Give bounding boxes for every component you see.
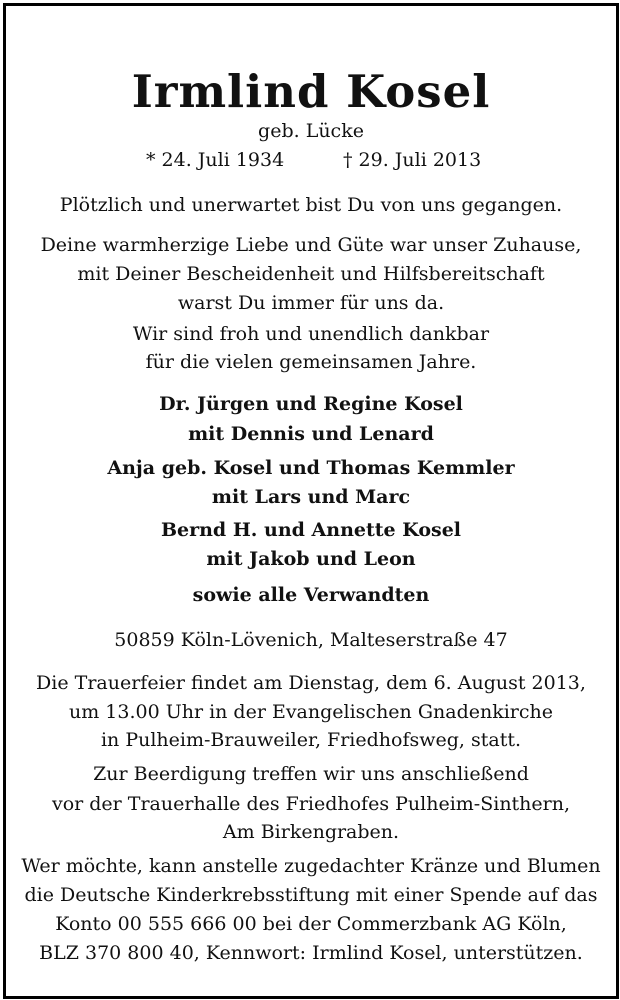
funeral-line: um 13.00 Uhr in der Evangelischen Gnadenkirche [68,701,554,723]
funeral-line: Zur Beerdigung treffen wir uns anschließend [93,763,529,785]
text-line: warst Du immer für uns da. [177,292,445,314]
funeral-line: in Pulheim-Brauweiler, Friedhofsweg, statt. [100,729,521,751]
funeral-line: Die Trauerfeier findet am Dienstag, dem 6. August 2013, [36,672,586,694]
funeral-line: vor der Trauerhalle des Friedhofes Pulheim-Sinthern, [51,793,571,815]
text-line: Deine warmherzige Liebe und Güte war unser Zuhause, [40,234,582,256]
mourner-line: mit Lars und Marc [211,486,411,508]
birth-date: * 24. Juli 1934 [146,149,285,171]
text-line: mit Deiner Bescheidenheit und Hilfsbereitschaft [77,263,545,285]
text-line: für die vielen gemeinsamen Jahre. [145,351,477,373]
deceased-name: Irmlind Kosel [131,65,491,118]
text-line: Wir sind froh und unendlich dankbar [132,323,490,345]
address: 50859 Köln-Lövenich, Malteserstraße 47 [114,629,508,651]
obituary-notice [3,3,619,999]
mourner-line: mit Jakob und Leon [206,548,416,570]
mourner-line: Dr. Jürgen und Regine Kosel [159,393,463,415]
mourner-line: sowie alle Verwandten [192,584,430,606]
mourner-line: mit Dennis und Lenard [188,423,434,445]
funeral-line: BLZ 370 800 40, Kennwort: Irmlind Kosel, unterstützen. [39,942,583,964]
life-dates [6,149,616,175]
mourner-line: Bernd H. und Annette Kosel [160,519,462,541]
text-line: Plötzlich und unerwartet bist Du von uns gegangen. [59,194,563,216]
funeral-line: Konto 00 555 666 00 bei der Commerzbank AG Köln, [55,913,567,935]
maiden-name: geb. Lücke [258,120,364,142]
funeral-line: Wer möchte, kann anstelle zugedachter Kränze und Blumen [21,855,601,877]
funeral-line: die Deutsche Kinderkrebsstiftung mit einer Spende auf das [24,884,598,906]
funeral-line: Am Birkengraben. [222,821,400,843]
death-date: † 29. Juli 2013 [343,149,482,171]
mourner-line: Anja geb. Kosel und Thomas Kemmler [107,457,515,479]
